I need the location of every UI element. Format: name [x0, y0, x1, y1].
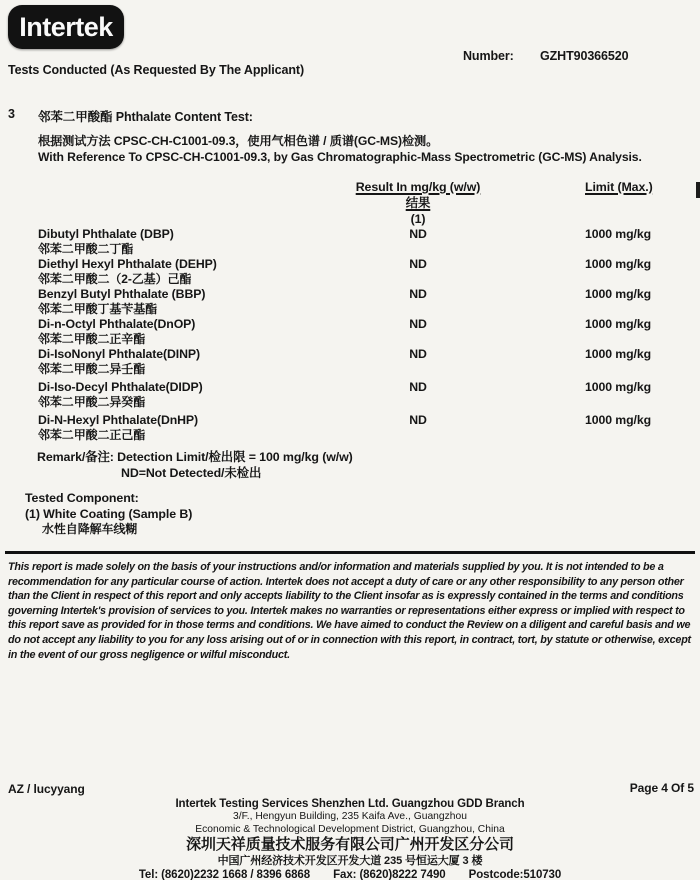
scan-edge-artifact: [696, 182, 700, 198]
result-column-header: Result In mg/kg (w/w): [355, 180, 481, 194]
substance-name-en: Di-Iso-Decyl Phthalate(DIDP): [38, 380, 203, 394]
result-value: ND: [409, 227, 427, 241]
remark-line-2: ND=Not Detected/未检出: [121, 466, 262, 480]
page-number: Page 4 Of 5: [629, 781, 694, 795]
table-row: [38, 380, 700, 410]
limit-value: 1000 mg/kg: [585, 413, 651, 427]
tested-component-line-1: (1) White Coating (Sample B): [25, 506, 193, 521]
report-number: [463, 49, 629, 63]
table-header-row-cn: [38, 195, 700, 211]
substance-name-en: Di-IsoNonyl Phthalate(DINP): [38, 347, 200, 361]
substance-name-en: Benzyl Butyl Phthalate (BBP): [38, 287, 206, 301]
substance-name-cn: 邻苯二甲酸二异癸酯: [38, 395, 146, 409]
result-value: ND: [409, 347, 427, 361]
substance-name-cn: 邻苯二甲酸二正辛酯: [38, 332, 146, 346]
table-row: [38, 317, 700, 347]
result-value: ND: [409, 317, 427, 331]
method-line-en: With Reference To CPSC-CH-C1001-09.3, by Gas Chromatographic-Mass Spectrometric (GC-MS) Analysis.: [38, 150, 642, 164]
footer-tel: Tel: (8620)2232 1668 / 8396 6868: [138, 869, 310, 880]
footer-company: Intertek Testing Services Shenzhen Ltd. Guangzhou GDD Branch: [175, 798, 525, 810]
number-label: Number:: [463, 49, 514, 63]
footer-address-2: Economic & Technological Development District, Guangzhou, China: [195, 823, 505, 835]
sample-ref: (1): [410, 212, 426, 226]
substance-name-cn: 邻苯二甲酸二（2-乙基）己酯: [38, 272, 192, 286]
limit-value: 1000 mg/kg: [585, 227, 651, 241]
tests-conducted-line: Tests Conducted (As Requested By The Applicant): [8, 63, 305, 77]
substance-name-en: Di-N-Hexyl Phthalate(DnHP): [38, 413, 199, 427]
footer-address-1: 3/F., Hengyun Building, 235 Kaifa Ave., Guangzhou: [233, 811, 467, 822]
limit-value: 1000 mg/kg: [585, 380, 651, 394]
substance-name-en: Diethyl Hexyl Phthalate (DEHP): [38, 257, 217, 271]
disclaimer-text: This report is made solely on the basis of your instructions and/or information and materials supplied by you. It is not intended to be a recommendation for any particular course of action. Intertek does not accept a duty of care or any other responsibility to any person other than the Client in respect of this report and only accepts liability to the Client insofar as is expressly contained in the terms and conditions governing Intertek's provision of services to you. Intertek makes no warranties or representations either express or implied with respect to this report save as provided for in those terms and conditions. We have aimed to conduct the Review on a diligent and careful basis and we do not accept any liability to you for any loss arising out of or in connection with this report, in contract, tort, by statute or otherwise, except in the event of our gross negligence or wilful misconduct.: [8, 561, 691, 661]
limit-value: 1000 mg/kg: [585, 257, 651, 271]
result-value: ND: [409, 380, 427, 394]
table-header-row: [38, 179, 700, 195]
footer-postcode: Postcode:510730: [468, 869, 562, 880]
table-row: [38, 347, 700, 377]
substance-name-en: Di-n-Octyl Phthalate(DnOP): [38, 317, 196, 331]
substance-name-cn: 邻苯二甲酸二异壬酯: [38, 362, 146, 376]
substance-name-cn: 邻苯二甲酸丁基苄基酯: [38, 302, 158, 316]
method-paragraph: [38, 133, 642, 165]
sample-ref-row: [38, 211, 700, 227]
result-value: ND: [409, 413, 427, 427]
footer-address-cn: 中国广州经济技术开发区开发大道 235 号恒运大厦 3 楼: [217, 855, 483, 867]
section-index: 3: [8, 107, 15, 121]
result-value: ND: [409, 257, 427, 271]
result-column-header-cn: 结果: [405, 196, 431, 210]
limit-value: 1000 mg/kg: [585, 347, 651, 361]
divider-rule: [5, 551, 695, 554]
limit-value: 1000 mg/kg: [585, 317, 651, 331]
limit-value: 1000 mg/kg: [585, 287, 651, 301]
substance-name-cn: 邻苯二甲酸二丁酯: [38, 242, 134, 256]
table-row: [38, 227, 700, 257]
section-heading: [8, 107, 253, 125]
footer-address-block: [0, 798, 700, 880]
result-value: ND: [409, 287, 427, 301]
footer-reference: AZ / lucyyang: [8, 782, 85, 796]
tested-component-title: Tested Component:: [25, 491, 139, 505]
substance-name-cn: 邻苯二甲酸二正己酯: [38, 428, 146, 442]
section-title: 邻苯二甲酸酯 Phthalate Content Test:: [38, 110, 253, 124]
table-row: [38, 413, 700, 443]
table-row: [38, 257, 700, 287]
tested-component-block: [25, 491, 192, 538]
intertek-logo: [8, 5, 124, 49]
limit-column-header: Limit (Max.): [585, 180, 653, 194]
footer-fax: Fax: (8620)8222 7490: [333, 869, 446, 880]
footer-contact-line: [0, 868, 700, 880]
phthalate-table-body: [0, 227, 700, 443]
footer-company-cn: 深圳天祥质量技术服务有限公司广州开发区分公司: [186, 836, 514, 853]
tested-component-line-2: 水性自降解车线糊: [42, 522, 138, 536]
remark-line-1: Remark/备注: Detection Limit/检出限 = 100 mg/kg (w/w): [37, 450, 353, 464]
number-value: GZHT90366520: [540, 49, 629, 63]
table-header: [0, 179, 700, 227]
method-line-cn: 根据测试方法 CPSC-CH-C1001-09.3，使用气相色谱 / 质谱(GC-MS)检测。: [38, 134, 439, 148]
substance-name-en: Dibutyl Phthalate (DBP): [38, 227, 174, 241]
table-row: [38, 287, 700, 317]
remark-block: [37, 449, 353, 481]
logo-text: Intertek: [19, 11, 113, 42]
